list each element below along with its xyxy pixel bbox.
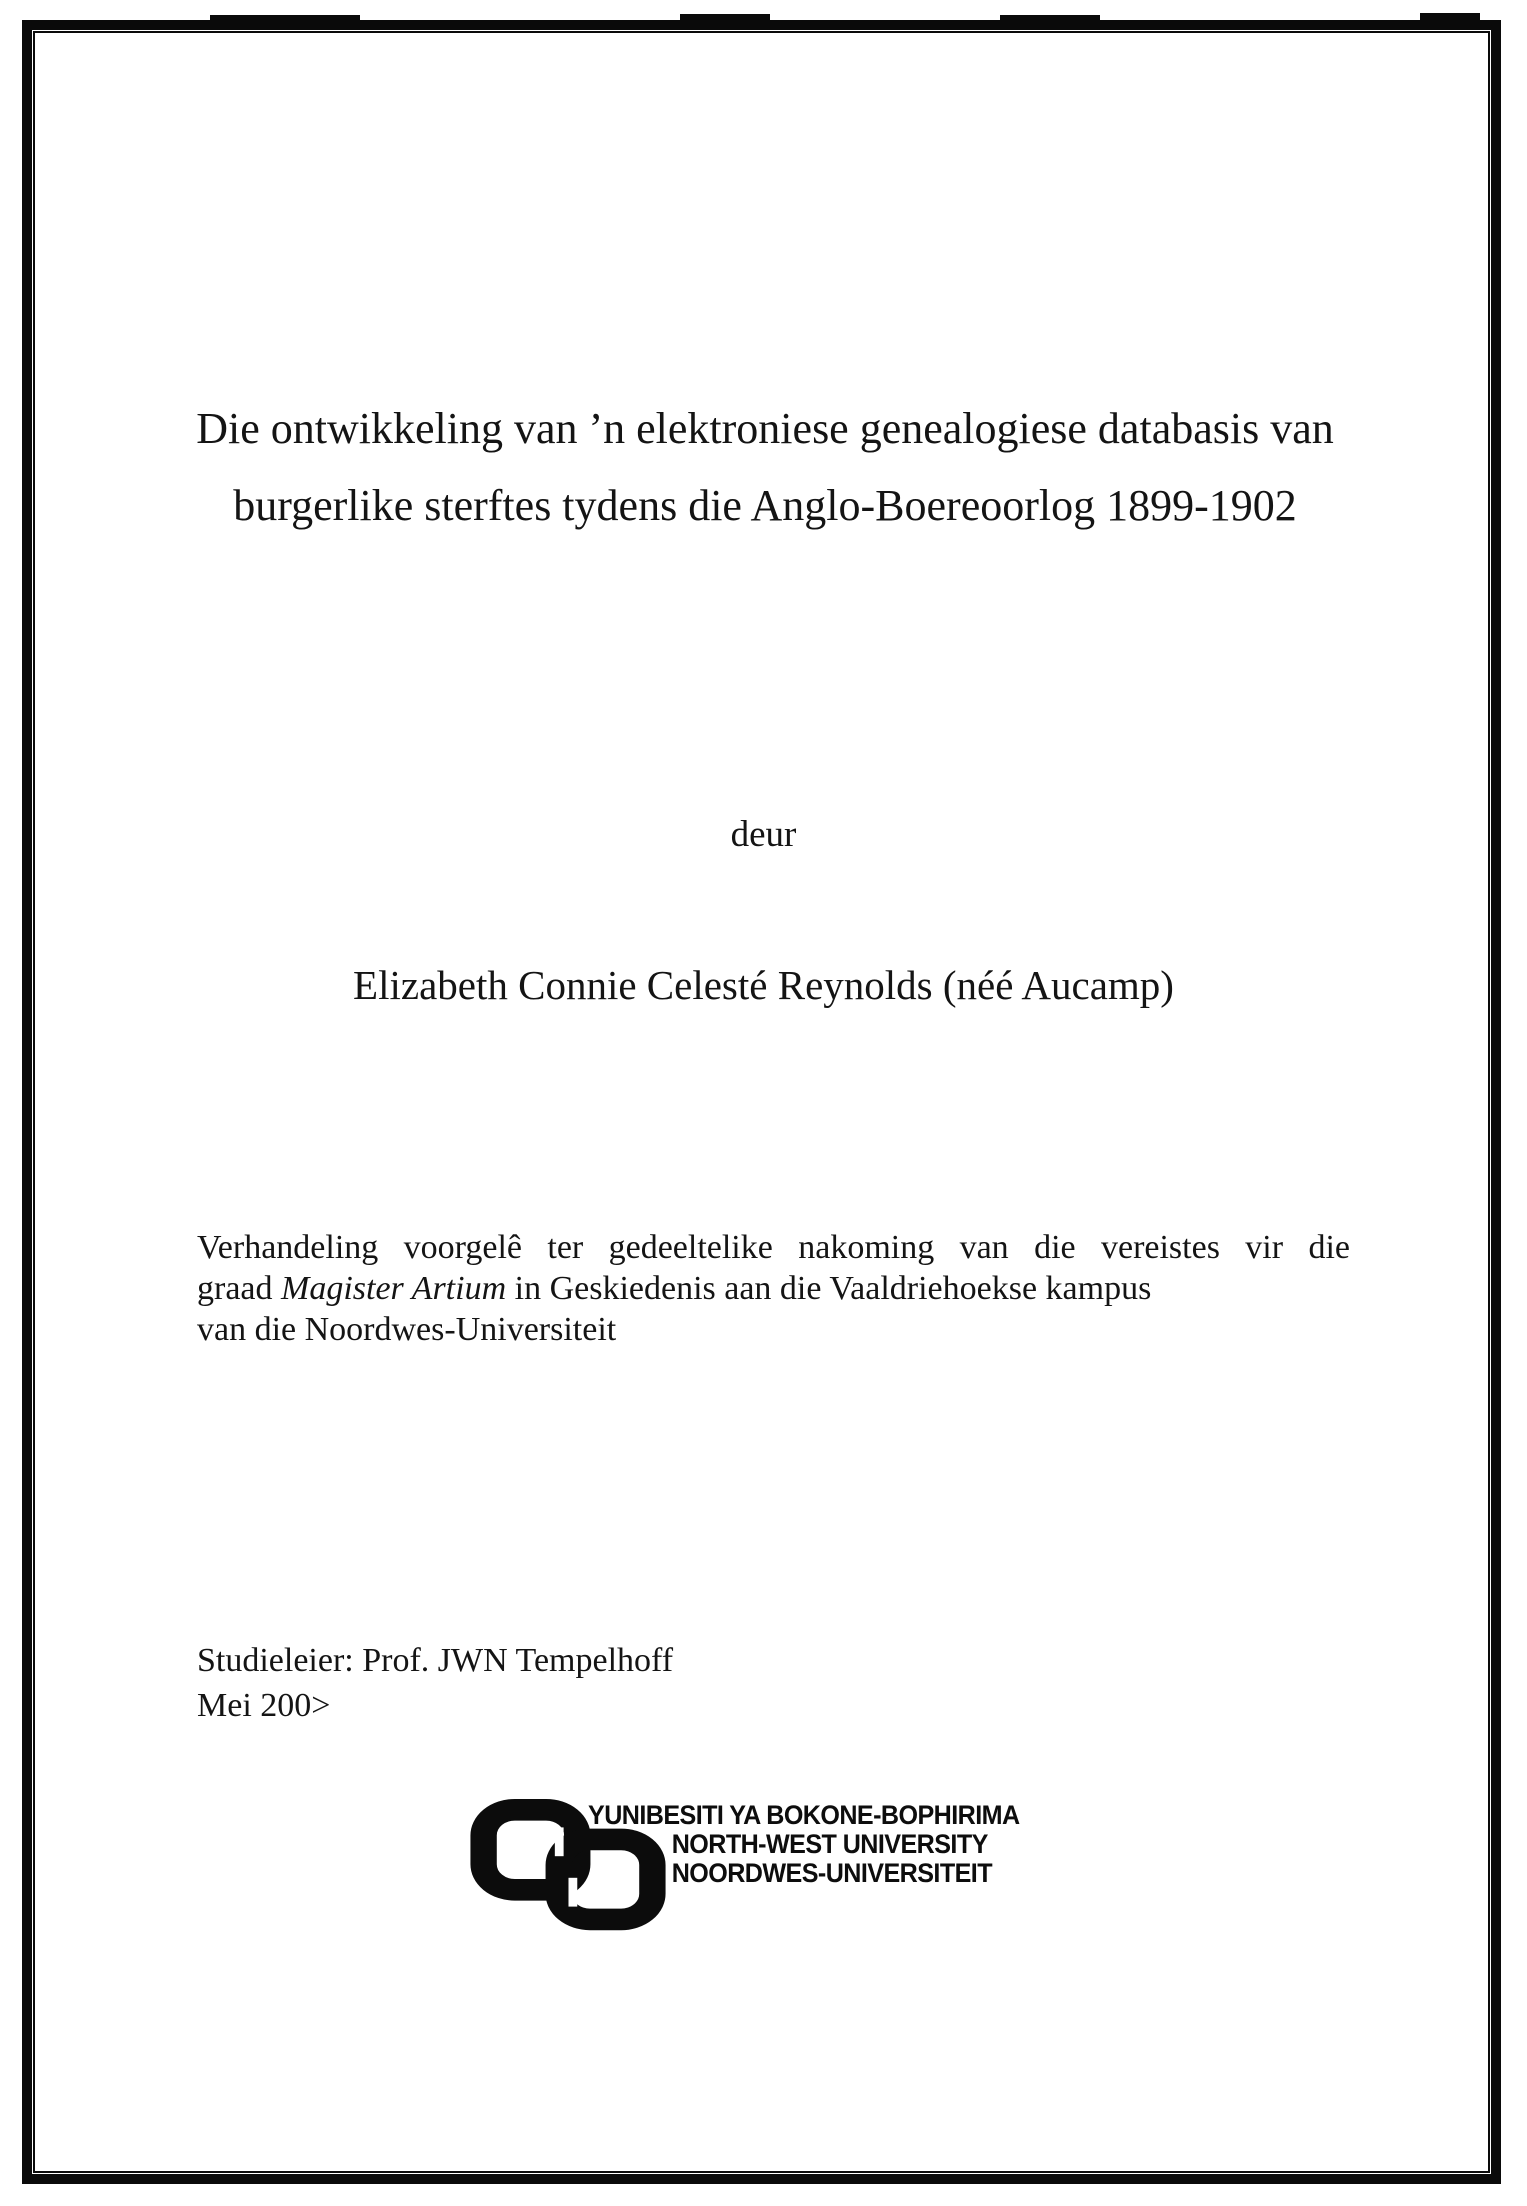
university-logo-text [588,1801,1020,1888]
degree-statement [197,1227,1350,1350]
byline-deur: deur [730,814,797,855]
logo-line-english: NORTH-WEST UNIVERSITY [671,1829,988,1859]
degree-statement-line2 [197,1268,1350,1309]
supervisor-line: Studieleier: Prof. JWN Tempelhoff [197,1642,674,1679]
logo-line-setswana: YUNIBESITI YA BOKONE-BOPHIRIMA [588,1800,1020,1830]
logo-line-afrikaans: NOORDWES-UNIVERSITEIT [671,1858,993,1888]
date-line: Mei 200> [197,1687,331,1724]
degree-statement-line2-suffix: in Geskiedenis aan die Vaaldriehoekse kampus [506,1270,1152,1307]
degree-statement-line1: Verhandeling voorgelê ter gedeeltelike nakoming van die vereistes vir die [197,1229,1350,1266]
degree-statement-line3: van die Noordwes-Universiteit [197,1311,617,1348]
thesis-title-line2: burgerlike sterftes tydens die Anglo-Boereoorlog 1899-1902 [233,481,1297,530]
degree-statement-line2-prefix: graad [197,1270,282,1307]
thesis-title-line1: Die ontwikkeling van ’n elektroniese genealogiese databasis van [196,404,1334,453]
author-name: Elizabeth Connie Celesté Reynolds (néé Aucamp) [353,962,1174,1008]
degree-title-italic: Magister Artium [281,1270,507,1307]
thesis-title [185,404,1345,531]
